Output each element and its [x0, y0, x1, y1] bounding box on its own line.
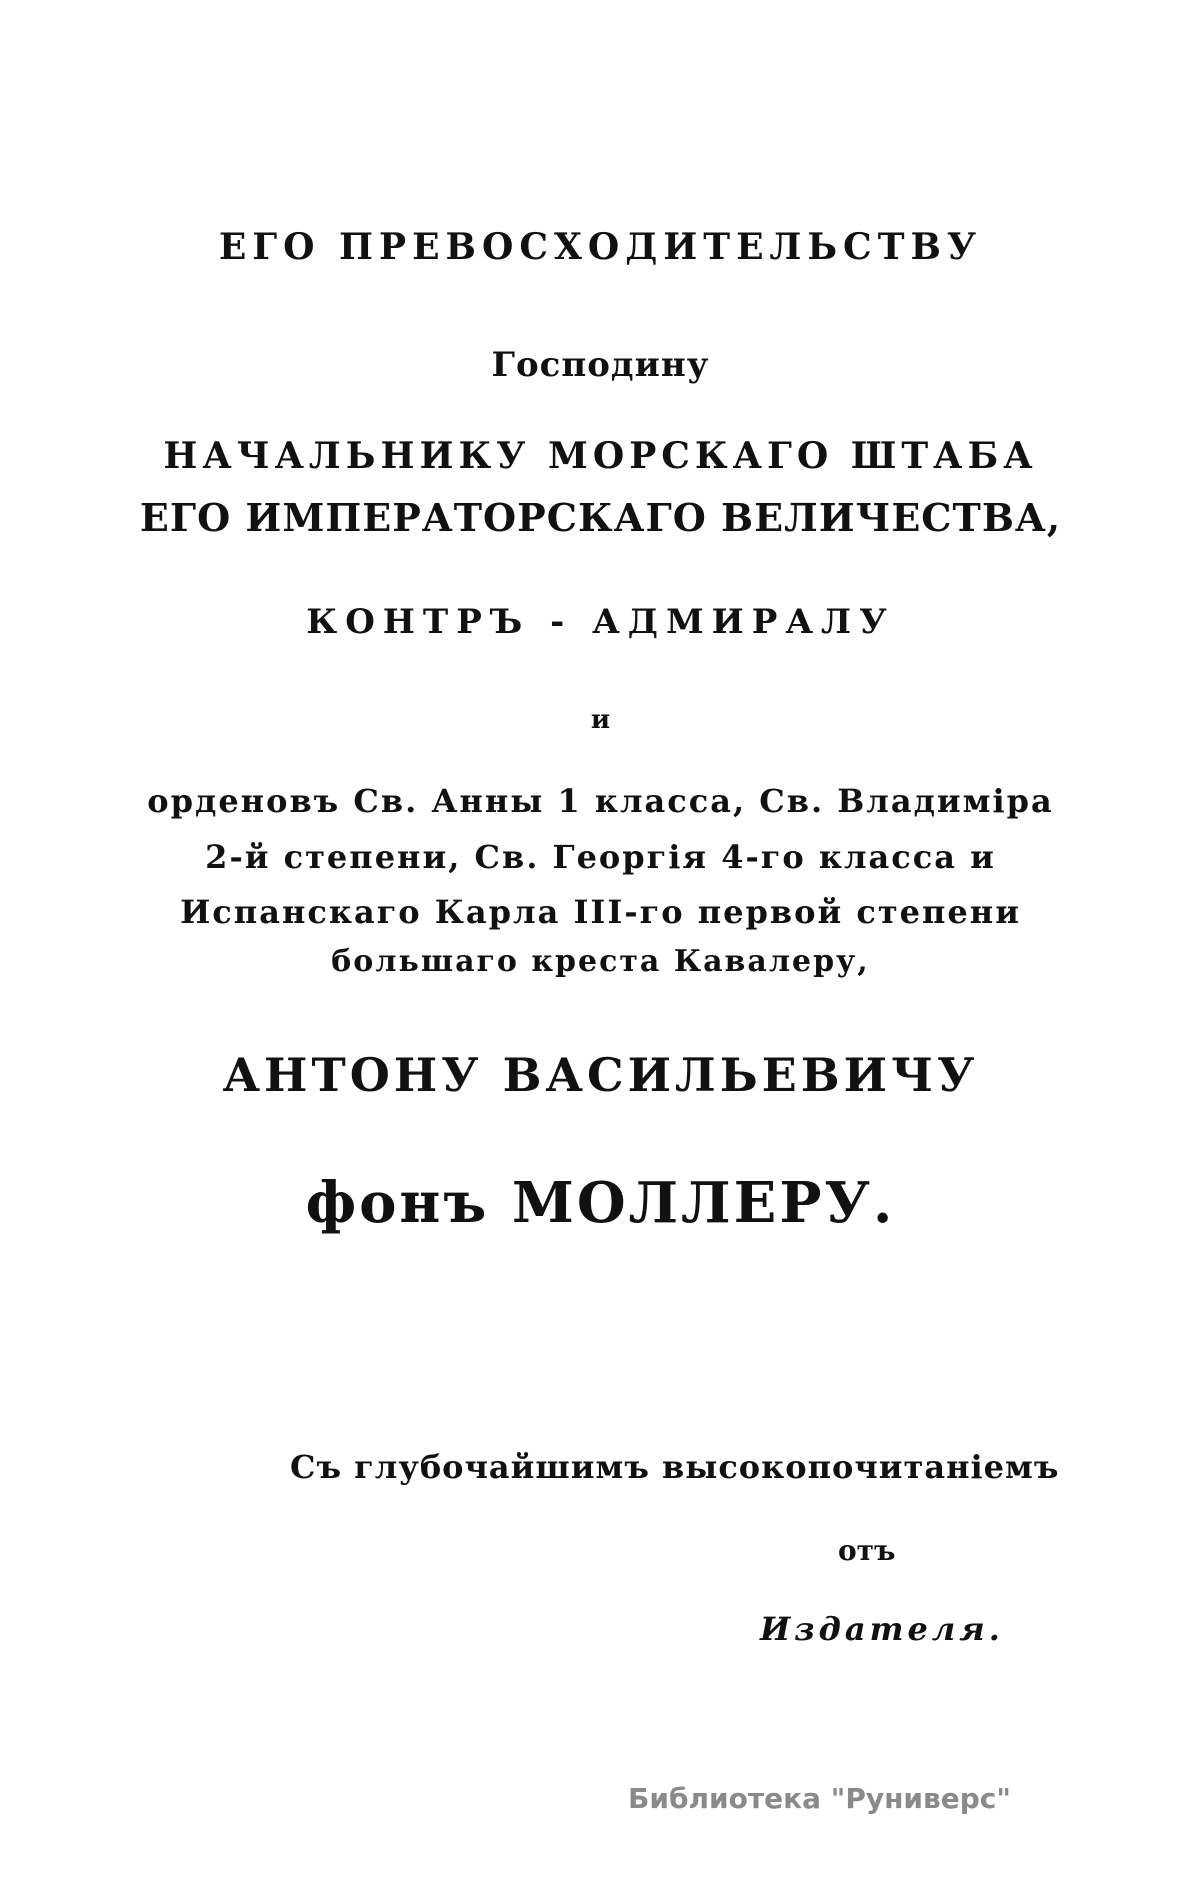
position-line: НАЧАЛЬНИКУ МОРСКАГО ШТАБА — [163, 435, 1038, 477]
from-line: отъ — [838, 1534, 896, 1567]
library-watermark: Библиотека "Руниверс" — [627, 1782, 1011, 1815]
orders-line-1: орденовъ Св. Анны 1 класса, Св. Владимiра — [147, 782, 1054, 820]
conjunction-line: и — [590, 705, 611, 735]
orders-line-4: большаго креста Кавалеру, — [331, 944, 870, 979]
dedication-title: ЕГО ПРЕВОСХОДИТЕЛЬСТВУ — [218, 226, 983, 268]
address-gospodinu: Господину — [491, 345, 710, 385]
recipient-name: АНТОНУ ВАСИЛЬЕВИЧУ — [222, 1048, 979, 1102]
publisher-line: Издателя. — [760, 1610, 1004, 1648]
orders-line-3: Испанскаго Карла III-го первой степени — [180, 893, 1021, 931]
majesty-line: ЕГО ИМПЕРАТОРСКАГО ВЕЛИЧЕСТВА, — [139, 495, 1062, 540]
orders-line-2: 2-й степени, Св. Георгiя 4-го класса и — [205, 838, 996, 876]
recipient-surname: фонъ МОЛЛЕРУ. — [305, 1170, 896, 1236]
rank-line: КОНТРЪ - АДМИРАЛУ — [306, 602, 895, 642]
dedication-respect-line: Съ глубочайшимъ высокопочитанiемъ — [290, 1448, 1060, 1486]
